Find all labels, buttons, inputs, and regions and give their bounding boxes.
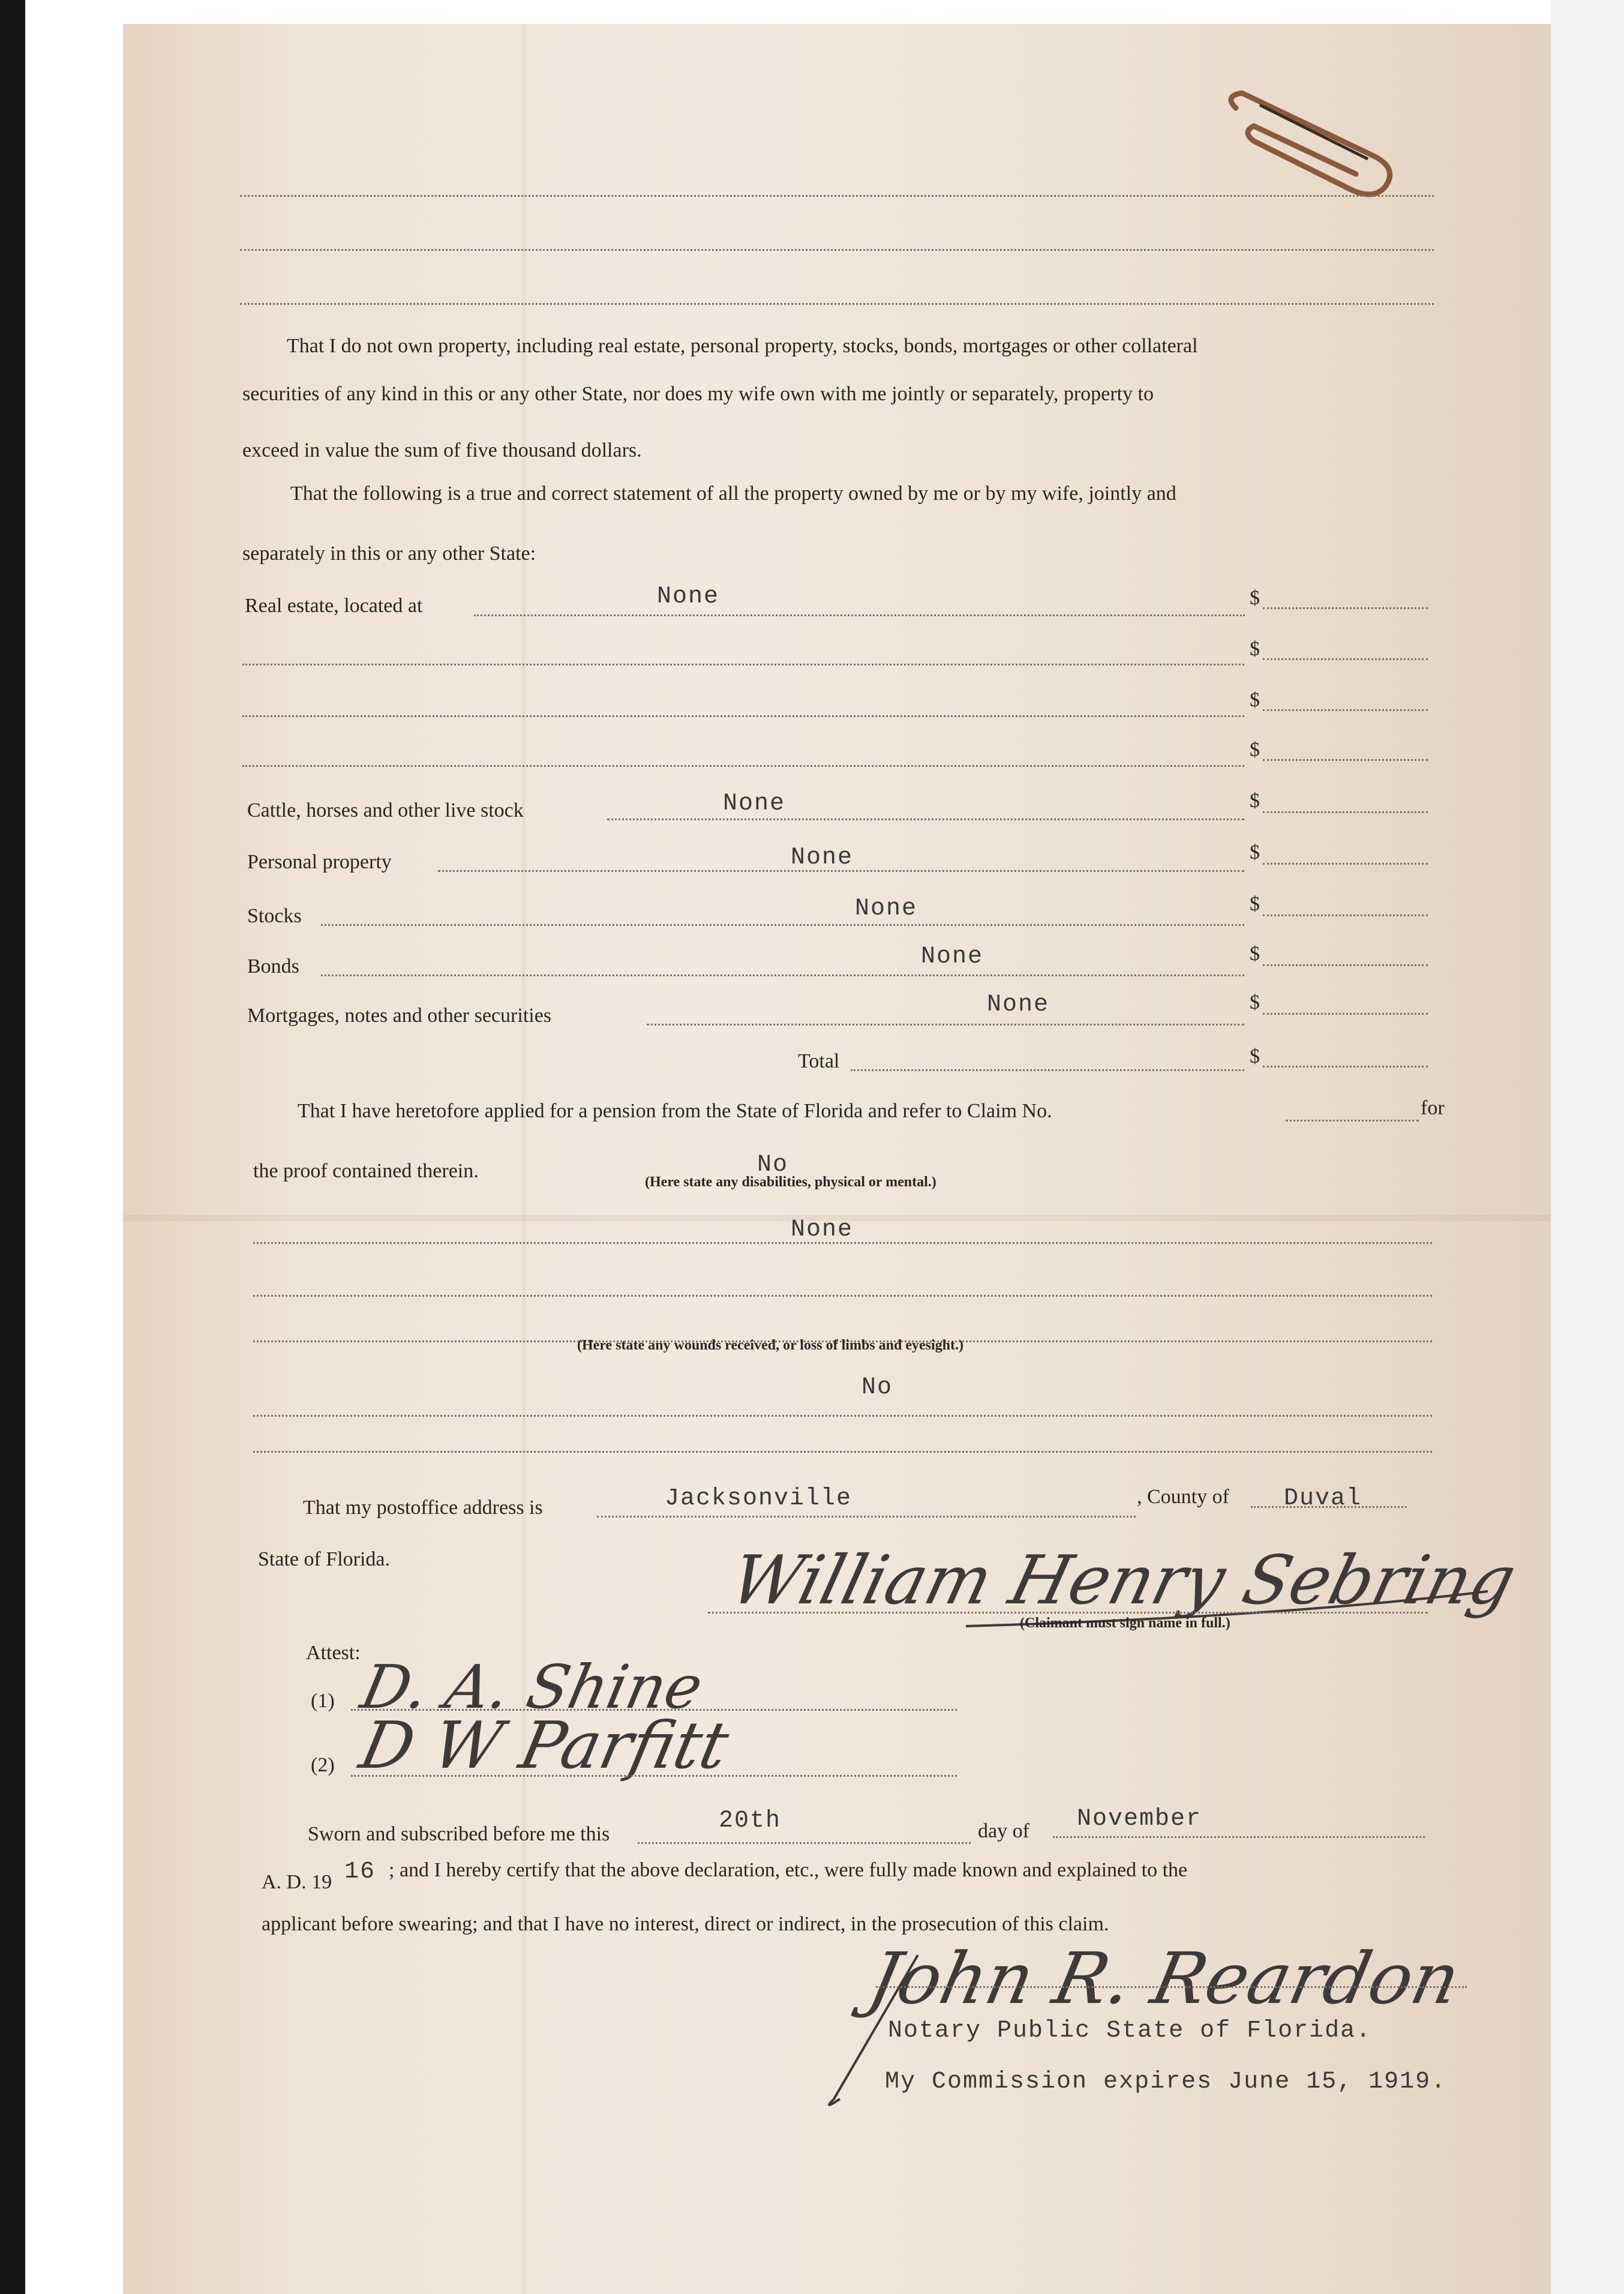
claim-number-line	[1286, 1120, 1419, 1121]
address-city: Jacksonville	[665, 1485, 852, 1512]
cattle-value: None	[723, 790, 786, 817]
real-estate-line-3	[242, 715, 1244, 717]
real-estate-amount-line-4	[1263, 759, 1428, 761]
sworn-year-suffix: 16	[344, 1858, 376, 1885]
wounds-value: No	[861, 1374, 893, 1401]
disabilities-value: None	[791, 1216, 854, 1243]
stocks-amount-line	[1263, 914, 1428, 916]
fold-line-vertical	[522, 24, 526, 2294]
personal-property-dollar: $	[1250, 841, 1260, 863]
svg-text:D. A. Shine: D. A. Shine	[355, 1652, 709, 1722]
address-label: That my postoffice address is	[303, 1497, 543, 1519]
sworn-year-prefix: A. D. 19	[262, 1871, 332, 1893]
total-dollar: $	[1250, 1045, 1260, 1067]
county-label: , County of	[1137, 1486, 1229, 1508]
svg-text:D W Parfitt: D W Parfitt	[353, 1708, 736, 1783]
stocks-value: None	[855, 895, 918, 922]
blank-line-3	[240, 303, 1434, 305]
mortgages-dollar: $	[1250, 991, 1260, 1013]
real-estate-line	[474, 614, 1245, 616]
real-estate-line-2	[242, 664, 1244, 665]
disabilities-line-2	[253, 1295, 1432, 1297]
pension-line-1-end: for	[1421, 1097, 1445, 1119]
total-line	[851, 1069, 1244, 1071]
cattle-dollar: $	[1250, 790, 1260, 812]
bonds-dollar: $	[1250, 943, 1260, 965]
real-estate-dollar: $	[1250, 587, 1260, 609]
mortgages-amount-line	[1263, 1013, 1428, 1015]
sworn-text-3: ; and I hereby certify that the above declaration, etc., were fully made known and explained to the	[389, 1859, 1188, 1881]
disabilities-line-1	[253, 1242, 1432, 1244]
personal-property-amount-line	[1263, 863, 1428, 865]
bonds-amount-line	[1263, 964, 1428, 966]
declaration-line-2: securities of any kind in this or any other State, nor does my wife own with me jointly or separately, property to	[242, 383, 1154, 405]
notary-title: Notary Public State of Florida.	[888, 2017, 1372, 2044]
mortgages-value: None	[987, 991, 1050, 1018]
claimant-note: (Claimant must sign name in full.)	[1020, 1615, 1230, 1631]
cattle-line	[607, 818, 1244, 820]
personal-property-label: Personal property	[247, 851, 392, 873]
notary-commission: My Commission expires June 15, 1919.	[885, 2068, 1447, 2095]
sworn-text-4: applicant before swearing; and that I have no interest, direct or indirect, in the prosecution of this claim.	[262, 1913, 1109, 1935]
claimant-signature-line	[708, 1612, 1428, 1614]
wounds-line-1	[253, 1415, 1432, 1417]
declaration-line-3: exceed in value the sum of five thousand dollars.	[242, 439, 642, 461]
paper-clip-icon	[1218, 84, 1410, 204]
stocks-line	[321, 924, 1244, 926]
bonds-value: None	[921, 943, 984, 970]
sworn-text-2: day of	[978, 1820, 1029, 1842]
svg-text:John R. Reardon: John R. Reardon	[861, 1938, 1467, 2020]
personal-property-value: None	[791, 844, 854, 871]
bonds-label: Bonds	[247, 955, 299, 977]
blank-line-2	[240, 249, 1434, 251]
wounds-instruction: (Here state any wounds received, or loss of limbs and eyesight.)	[577, 1338, 963, 1353]
scan-border-left	[0, 0, 25, 2294]
statement-line-1: That the following is a true and correct statement of all the property owned by me or by my wife, jointly and	[290, 482, 1176, 505]
cattle-label: Cattle, horses and other live stock	[247, 799, 524, 821]
disabilities-instruction: (Here state any disabilities, physical or mental.)	[645, 1174, 936, 1190]
attest-label: Attest:	[306, 1642, 361, 1664]
pension-line-1: That I have heretofore applied for a pension from the State of Florida and refer to Claim No.	[298, 1100, 1052, 1122]
svg-text:William Henry Sebring: William Henry Sebring	[723, 1540, 1524, 1620]
pension-line-2: the proof contained therein.	[253, 1160, 479, 1182]
stocks-dollar: $	[1250, 893, 1260, 915]
total-label: Total	[798, 1050, 840, 1072]
bonds-line	[321, 974, 1244, 976]
scan-border-right	[1551, 0, 1624, 2294]
real-estate-dollar-2: $	[1250, 638, 1260, 660]
mortgages-line	[647, 1024, 1244, 1025]
sworn-month-line	[1053, 1836, 1425, 1838]
real-estate-value: None	[657, 583, 720, 610]
blank-line-1	[240, 195, 1434, 197]
statement-line-2: separately in this or any other State:	[242, 542, 536, 565]
attest-signature-2	[353, 1703, 750, 1787]
real-estate-line-4	[242, 765, 1244, 767]
attest-line-2	[351, 1775, 957, 1777]
sworn-month: November	[1077, 1806, 1202, 1833]
attest-number-2: (2)	[311, 1754, 335, 1776]
sworn-day: 20th	[719, 1807, 782, 1834]
real-estate-dollar-4: $	[1250, 739, 1260, 761]
real-estate-amount-line	[1263, 607, 1428, 609]
real-estate-amount-line-2	[1263, 658, 1428, 660]
real-estate-amount-line-3	[1263, 709, 1428, 711]
cattle-amount-line	[1263, 811, 1428, 813]
declaration-line-1: That I do not own property, including real estate, personal property, stocks, bonds, mortgages or other collateral	[287, 335, 1198, 357]
address-state: State of Florida.	[258, 1548, 391, 1570]
wounds-line-2	[253, 1451, 1432, 1453]
real-estate-label: Real estate, located at	[245, 595, 423, 617]
real-estate-dollar-3: $	[1250, 689, 1260, 711]
attest-number-1: (1)	[311, 1690, 335, 1712]
sworn-day-line	[638, 1842, 971, 1844]
pension-answer: No	[757, 1152, 789, 1179]
notary-signature-line	[876, 1986, 1467, 1988]
address-county: Duval	[1284, 1485, 1362, 1512]
address-line	[597, 1516, 1136, 1518]
stocks-label: Stocks	[247, 905, 302, 927]
mortgages-label: Mortgages, notes and other securities	[247, 1004, 552, 1027]
total-amount-line	[1263, 1066, 1428, 1067]
sworn-text-1: Sworn and subscribed before me this	[308, 1823, 610, 1845]
